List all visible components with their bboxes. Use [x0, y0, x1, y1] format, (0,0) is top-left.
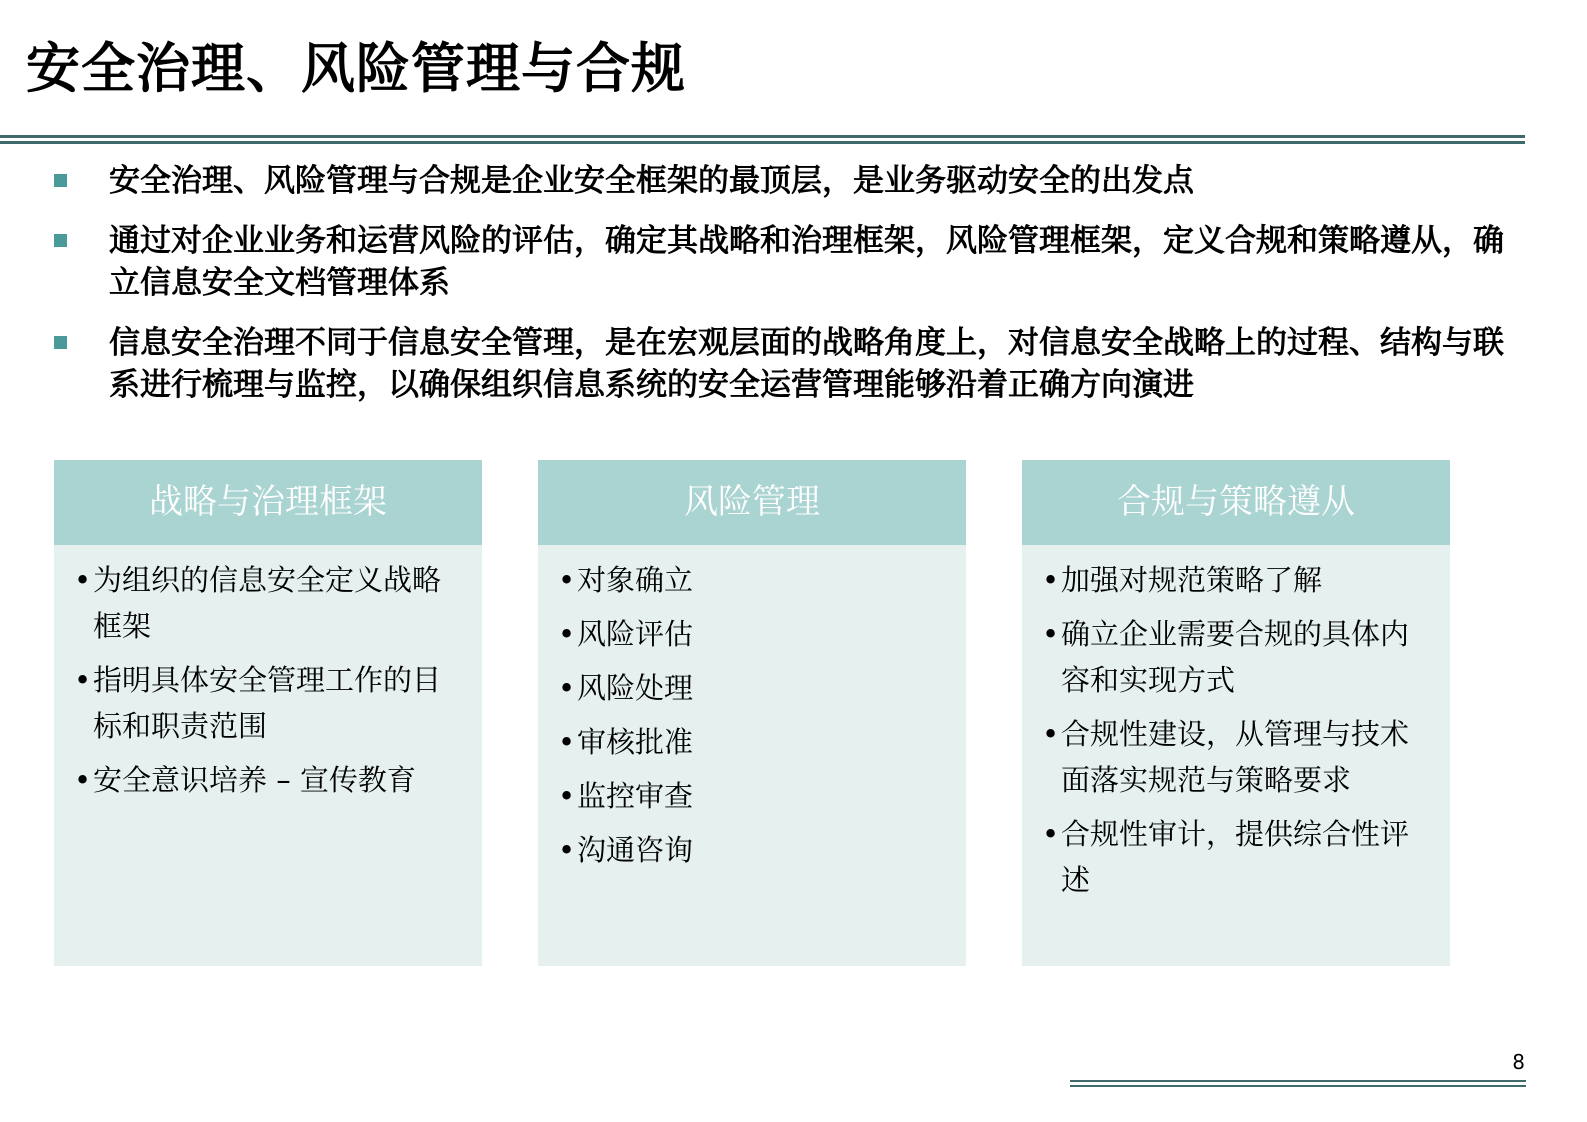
card-compliance-policy — [1022, 460, 1450, 966]
card-list-item — [556, 773, 950, 819]
intro-bullet-text: 信息安全治理不同于信息安全管理，是在宏观层面的战略角度上，对信息安全战略上的过程、结构与联系进行梳理与监控，以确保组织信息系统的安全运营管理能够沿着正确方向演进 — [109, 325, 1504, 403]
card-item-list — [538, 545, 966, 873]
dot-bullet-icon: • — [558, 617, 576, 651]
dot-bullet-icon: • — [558, 833, 576, 867]
dot-bullet-icon: • — [558, 725, 576, 759]
card-item-text: 为组织的信息安全定义战略框架 — [93, 563, 442, 643]
card-item-text: 沟通咨询 — [577, 833, 694, 867]
card-item-text: 合规性建设，从管理与技术面落实规范与策略要求 — [1061, 717, 1410, 797]
card-header: 风险管理 — [538, 460, 966, 545]
card-item-text: 对象确立 — [577, 563, 694, 597]
footer-divider — [1070, 1080, 1526, 1082]
card-header: 战略与治理框架 — [54, 460, 482, 545]
card-list-item — [72, 757, 466, 803]
intro-bullet-list — [52, 160, 1512, 406]
card-item-list — [54, 545, 482, 803]
dot-bullet-icon: • — [558, 563, 576, 597]
card-list-item — [556, 611, 950, 657]
card-item-text: 指明具体安全管理工作的目标和职责范围 — [93, 663, 442, 743]
card-item-text: 安全意识培养 – 宣传教育 — [93, 763, 416, 797]
card-item-text: 合规性审计，提供综合性评述 — [1061, 817, 1410, 897]
page-number: 8 — [1512, 1050, 1525, 1074]
square-bullet-icon — [54, 174, 67, 187]
card-list-item — [72, 657, 466, 749]
card-list-item — [1040, 711, 1434, 803]
intro-bullet-text: 安全治理、风险管理与合规是企业安全框架的最顶层，是业务驱动安全的出发点 — [109, 163, 1194, 199]
card-list-item — [72, 557, 466, 649]
intro-bullet — [52, 160, 1512, 202]
intro-bullet — [52, 220, 1512, 304]
card-list-item — [556, 827, 950, 873]
dot-bullet-icon: • — [74, 663, 92, 697]
card-list-item — [1040, 557, 1434, 603]
square-bullet-icon — [54, 336, 67, 349]
dot-bullet-icon: • — [1042, 563, 1060, 597]
footer-divider-secondary — [1070, 1085, 1526, 1087]
intro-bullet — [52, 322, 1512, 406]
dot-bullet-icon: • — [1042, 717, 1060, 751]
card-item-text: 风险处理 — [577, 671, 694, 705]
card-risk-management — [538, 460, 966, 966]
card-item-text: 确立企业需要合规的具体内容和实现方式 — [1061, 617, 1410, 697]
header-divider-secondary — [0, 141, 1525, 144]
page-title: 安全治理、风险管理与合规 — [26, 37, 686, 100]
card-item-text: 监控审查 — [577, 779, 694, 813]
header-divider — [0, 135, 1525, 138]
card-list-item — [556, 557, 950, 603]
card-item-list — [1022, 545, 1450, 903]
card-list-item — [1040, 611, 1434, 703]
card-item-text: 风险评估 — [577, 617, 694, 651]
dot-bullet-icon: • — [1042, 617, 1060, 651]
square-bullet-icon — [54, 234, 67, 247]
card-list-item — [556, 665, 950, 711]
card-item-text: 加强对规范策略了解 — [1061, 563, 1323, 597]
dot-bullet-icon: • — [558, 779, 576, 813]
dot-bullet-icon: • — [558, 671, 576, 705]
dot-bullet-icon: • — [74, 763, 92, 797]
card-list-item — [1040, 811, 1434, 903]
card-item-text: 审核批准 — [577, 725, 694, 759]
dot-bullet-icon: • — [74, 563, 92, 597]
card-list-item — [556, 719, 950, 765]
intro-bullet-text: 通过对企业业务和运营风险的评估，确定其战略和治理框架，风险管理框架，定义合规和策略遵从，确立信息安全文档管理体系 — [109, 223, 1504, 301]
card-header: 合规与策略遵从 — [1022, 460, 1450, 545]
dot-bullet-icon: • — [1042, 817, 1060, 851]
card-strategy-governance — [54, 460, 482, 966]
